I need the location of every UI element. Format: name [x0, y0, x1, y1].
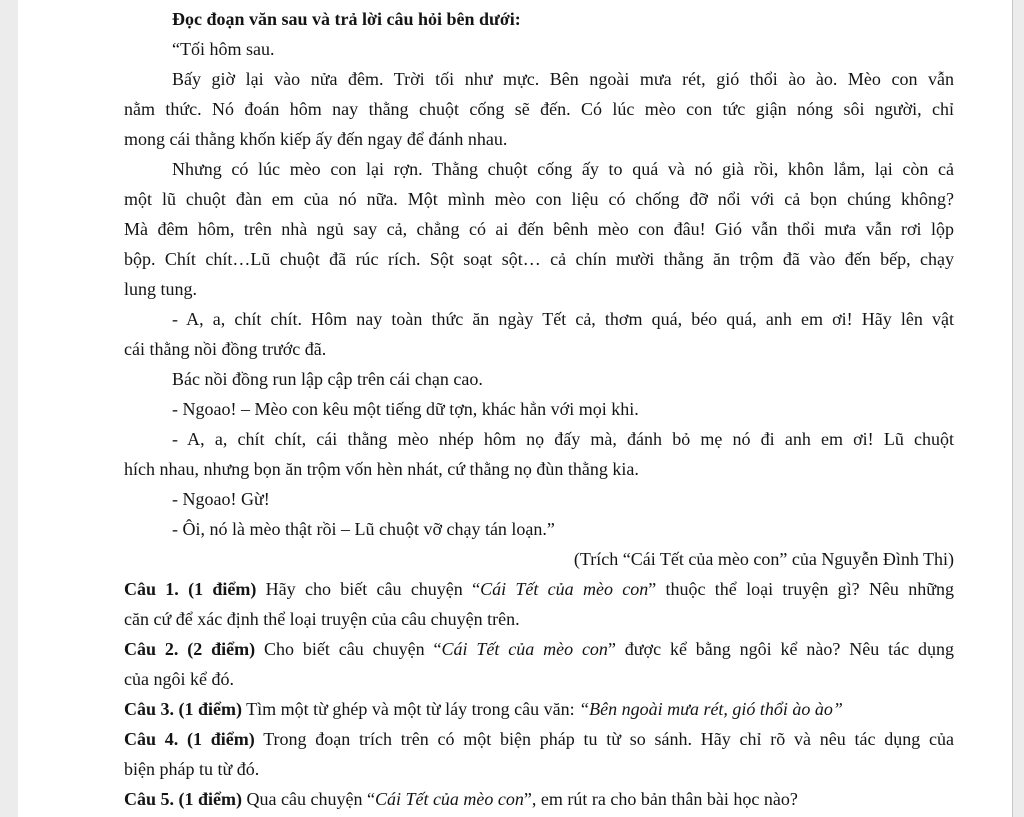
paragraph-line: một lũ chuột đàn em của nó nữa. Một mình mèo con liệu có chống đỡ nổi với cả bọn chúng không?: [124, 189, 954, 209]
page-edge: [1012, 0, 1013, 817]
paragraph-line: nằm thức. Nó đoán hôm nay thằng chuột cống sẽ đến. Có lúc mèo con tức giận nóng sôi người, chỉ: [124, 99, 954, 119]
question-2: [124, 634, 954, 694]
question-3: [124, 694, 954, 724]
story-title: Cái Tết của mèo con: [374, 789, 524, 809]
source-citation: (Trích “Cái Tết của mèo con” của Nguyễn Đình Thi): [573, 549, 954, 569]
passage-opening: “Tối hôm sau.: [172, 39, 275, 59]
paragraph-line: bộp. Chít chít…Lũ chuột đã rúc rích. Sột soạt sột… cả chín mười thằng ăn trộm đã vào đến bếp, chạy: [124, 249, 954, 269]
question-line: Câu 2. (2 điểm) Cho biết câu chuyện “Cái Tết của mèo con” được kể bằng ngôi kể nào? Nêu tác dụng: [124, 639, 954, 659]
paragraph-line: hích nhau, nhưng bọn ăn trộm vốn hèn nhát, cứ thằng nọ đùn thằng kia.: [124, 459, 639, 479]
paragraph-line: Nhưng có lúc mèo con lại rợn. Thằng chuột cống ấy to quá và nó già rồi, khôn lắm, lại còn cả: [172, 159, 954, 179]
dialogue-2: - Ngoao! – Mèo con kêu một tiếng dữ tợn, khác hẳn với mọi khi.: [172, 399, 639, 419]
paragraph-line: - A, a, chít chít, cái thằng mèo nhép hôm nọ đấy mà, đánh bỏ mẹ nó đi anh em ơi! Lũ chuột: [172, 429, 954, 449]
question-line: Câu 3. (1 điểm) Tìm một từ ghép và một từ láy trong câu văn: “Bên ngoài mưa rét, gió thổi ào ào”: [124, 699, 843, 719]
question-label: Câu 2. (2 điểm): [124, 639, 256, 659]
question-line: biện pháp tu từ đó.: [124, 759, 260, 779]
passage-paragraph-1: [124, 64, 954, 154]
document-body: [124, 4, 954, 814]
question-label: Câu 5. (1 điểm): [124, 789, 242, 809]
question-line: của ngôi kể đó.: [124, 669, 234, 689]
question-line: Câu 1. (1 điểm) Hãy cho biết câu chuyện “Cái Tết của mèo con” thuộc thể loại truyện gì? Nêu những: [124, 579, 954, 599]
passage-paragraph-2: [124, 154, 954, 304]
instruction-heading: Đọc đoạn văn sau và trả lời câu hỏi bên dưới:: [172, 9, 521, 29]
question-5: [124, 784, 954, 814]
paragraph-line: mong cái thằng khốn kiếp ấy đến ngay để đánh nhau.: [124, 129, 508, 149]
paragraph-line: - A, a, chít chít. Hôm nay toàn thức ăn ngày Tết cả, thơm quá, béo quá, anh em ơi! Hãy lên vật: [172, 309, 954, 329]
question-line: căn cứ để xác định thể loại truyện của câu chuyện trên.: [124, 609, 520, 629]
question-1: [124, 574, 954, 634]
question-line: Câu 4. (1 điểm) Trong đoạn trích trên có một biện pháp tu từ so sánh. Hãy chỉ rõ và nêu tác dụng của: [124, 729, 954, 749]
dialogue-1: [124, 304, 954, 364]
story-title: Cái Tết của mèo con: [480, 579, 649, 599]
quoted-sentence: “Bên ngoài mưa rét, gió thổi ào ào”: [579, 699, 843, 719]
question-4: [124, 724, 954, 784]
dialogue-5: - Ôi, nó là mèo thật rồi – Lũ chuột vỡ chạy tán loạn.”: [172, 519, 555, 539]
question-line: Câu 5. (1 điểm) Qua câu chuyện “Cái Tết của mèo con”, em rút ra cho bản thân bài học nào?: [124, 789, 798, 809]
paragraph-line: Mà đêm hôm, trên nhà ngủ say cả, chẳng có ai đến bênh mèo con đâu! Gió vẫn thổi mưa vẫn rơi lộp: [124, 219, 954, 239]
story-title: Cái Tết của mèo con: [441, 639, 608, 659]
question-label: Câu 1. (1 điểm): [124, 579, 257, 599]
paragraph-line: lung tung.: [124, 279, 198, 299]
paragraph-line: cái thằng nồi đồng trước đã.: [124, 339, 327, 359]
question-label: Câu 3. (1 điểm): [124, 699, 242, 719]
paragraph-line: Bấy giờ lại vào nửa đêm. Trời tối như mực. Bên ngoài mưa rét, gió thổi ào ào. Mèo con vẫn: [172, 69, 954, 89]
dialogue-3: [124, 424, 954, 484]
passage-paragraph-3: Bác nồi đồng run lập cập trên cái chạn cao.: [172, 369, 483, 389]
question-label: Câu 4. (1 điểm): [124, 729, 255, 749]
dialogue-4: - Ngoao! Gừ!: [172, 489, 270, 509]
